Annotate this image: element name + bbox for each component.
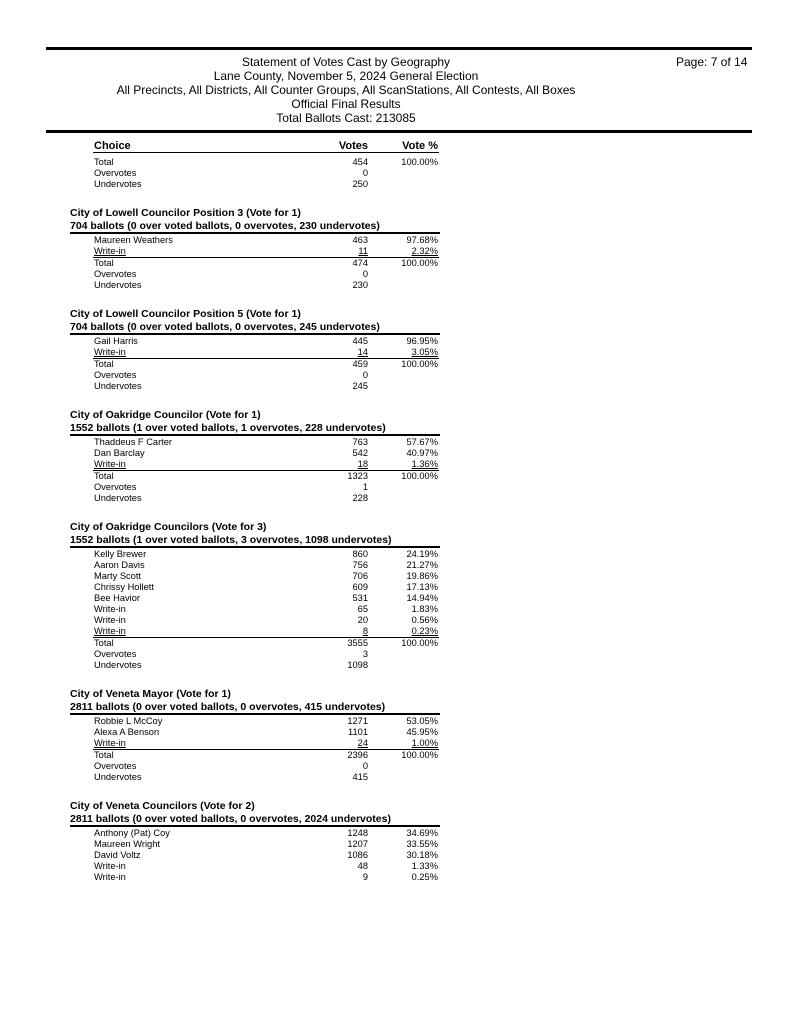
- contest-title: City of Lowell Councilor Position 3 (Vote for 1): [70, 207, 301, 219]
- choice-cell: Maureen Wright: [94, 839, 160, 849]
- vote-pct-cell: 100.00%: [401, 258, 438, 268]
- report-title: Statement of Votes Cast by Geography: [241, 55, 451, 69]
- choice-cell: Undervotes: [94, 772, 142, 782]
- choice-cell: Undervotes: [94, 179, 142, 189]
- choice-cell: Marty Scott: [94, 571, 142, 581]
- candidate-row: [0, 716, 800, 727]
- total-row: [0, 660, 800, 671]
- choice-cell: Undervotes: [94, 280, 142, 290]
- choice-cell: Write-in: [94, 626, 126, 636]
- candidate-row: [0, 727, 800, 738]
- results-body: [0, 157, 800, 883]
- vote-pct-cell: 100.00%: [401, 157, 438, 167]
- total-row: [0, 649, 800, 660]
- choice-cell: Total: [94, 638, 114, 648]
- contest-gap: [0, 190, 800, 207]
- column-votes-header: Votes: [338, 140, 368, 152]
- report-election: Lane County, November 5, 2024 General Election: [213, 69, 479, 83]
- choice-cell: Write-in: [94, 347, 126, 357]
- votes-cell: 0: [362, 761, 368, 771]
- vote-pct-cell: 1.83%: [411, 604, 438, 614]
- total-row: [0, 493, 800, 504]
- votes-cell: 531: [352, 593, 368, 603]
- votes-cell: 9: [362, 872, 368, 882]
- candidate-row: [0, 738, 800, 749]
- candidate-row: [0, 593, 800, 604]
- votes-cell: 1101: [348, 727, 368, 737]
- vote-pct-cell: 30.18%: [406, 850, 438, 860]
- choice-cell: Overvotes: [94, 168, 137, 178]
- choice-cell: Overvotes: [94, 370, 137, 380]
- choice-cell: Write-in: [94, 615, 126, 625]
- total-row: [0, 638, 800, 649]
- vote-pct-cell: 97.68%: [406, 235, 438, 245]
- votes-cell: 1098: [347, 660, 368, 670]
- candidate-row: [0, 560, 800, 571]
- votes-cell: 228: [352, 493, 368, 503]
- total-row: [0, 280, 800, 291]
- report-header: [46, 55, 646, 125]
- choice-cell: Chrissy Hollett: [94, 582, 154, 592]
- choice-cell: Overvotes: [94, 269, 137, 279]
- votes-cell: 0: [362, 168, 368, 178]
- candidate-row: [0, 336, 800, 347]
- contest-rule: [70, 713, 440, 715]
- votes-cell: 1271: [347, 716, 368, 726]
- votes-cell: 474: [352, 258, 368, 268]
- choice-cell: Aaron Davis: [94, 560, 145, 570]
- total-row: [0, 269, 800, 280]
- choice-cell: Undervotes: [94, 493, 142, 503]
- contest-title: City of Lowell Councilor Position 5 (Vote for 1): [70, 308, 301, 320]
- column-header-rule: [93, 152, 439, 153]
- top-rule: [46, 47, 752, 50]
- vote-pct-cell: 1.33%: [411, 861, 438, 871]
- contest-title: City of Oakridge Councilors (Vote for 3): [70, 521, 267, 533]
- choice-cell: Total: [94, 258, 114, 268]
- candidate-row: [0, 235, 800, 246]
- votes-cell: 3: [362, 649, 368, 659]
- votes-cell: 8: [362, 626, 368, 636]
- votes-cell: 1323: [347, 471, 368, 481]
- candidate-row: [0, 571, 800, 582]
- choice-cell: Total: [94, 750, 114, 760]
- candidate-row: [0, 615, 800, 626]
- choice-cell: Write-in: [94, 459, 126, 469]
- total-row: [0, 772, 800, 783]
- candidate-row: [0, 839, 800, 850]
- contest-section: [0, 521, 800, 671]
- votes-cell: 1248: [347, 828, 368, 838]
- choice-cell: Overvotes: [94, 649, 137, 659]
- votes-cell: 2396: [347, 750, 368, 760]
- vote-pct-cell: 100.00%: [401, 471, 438, 481]
- vote-pct-cell: 14.94%: [406, 593, 438, 603]
- total-row: [0, 471, 800, 482]
- choice-cell: Overvotes: [94, 761, 137, 771]
- choice-cell: Gail Harris: [94, 336, 138, 346]
- header-rule: [46, 130, 752, 133]
- choice-cell: Undervotes: [94, 381, 142, 391]
- choice-cell: Dan Barclay: [94, 448, 145, 458]
- contest-section: [0, 800, 800, 883]
- contest-rule: [70, 825, 440, 827]
- contest-title: City of Veneta Mayor (Vote for 1): [70, 688, 231, 700]
- vote-pct-cell: 34.69%: [406, 828, 438, 838]
- total-row: [0, 179, 800, 190]
- page-number: Page: 7 of 14: [676, 55, 748, 69]
- vote-pct-cell: 21.27%: [406, 560, 438, 570]
- vote-pct-cell: 53.05%: [406, 716, 438, 726]
- total-row: [0, 359, 800, 370]
- candidate-row: [0, 604, 800, 615]
- vote-pct-cell: 33.55%: [406, 839, 438, 849]
- contest-rule: [70, 232, 440, 234]
- votes-cell: 706: [352, 571, 368, 581]
- candidate-row: [0, 347, 800, 358]
- candidate-row: [0, 872, 800, 883]
- votes-cell: 0: [362, 370, 368, 380]
- votes-cell: 542: [352, 448, 368, 458]
- votes-cell: 756: [352, 560, 368, 570]
- votes-cell: 48: [357, 861, 368, 871]
- contest-gap: [0, 392, 800, 409]
- vote-pct-cell: 100.00%: [401, 750, 438, 760]
- vote-pct-cell: 2.32%: [411, 246, 438, 256]
- contest-ballot-summary: 1552 ballots (1 over voted ballots, 1 overvotes, 228 undervotes): [70, 422, 386, 434]
- candidate-row: [0, 459, 800, 470]
- choice-cell: Total: [94, 359, 114, 369]
- votes-cell: 459: [352, 359, 368, 369]
- choice-cell: Overvotes: [94, 482, 137, 492]
- votes-cell: 860: [352, 549, 368, 559]
- contest-section: [0, 308, 800, 392]
- vote-pct-cell: 100.00%: [401, 359, 438, 369]
- choice-cell: Write-in: [94, 604, 126, 614]
- total-row: [0, 370, 800, 381]
- votes-cell: 24: [357, 738, 368, 748]
- choice-cell: Write-in: [94, 738, 126, 748]
- votes-cell: 1086: [347, 850, 368, 860]
- candidate-row: [0, 828, 800, 839]
- total-row: [0, 381, 800, 392]
- choice-cell: Write-in: [94, 861, 126, 871]
- choice-cell: Kelly Brewer: [94, 549, 147, 559]
- votes-cell: 0: [362, 269, 368, 279]
- contest-rule: [70, 333, 440, 335]
- contest-gap: [0, 504, 800, 521]
- contest-title: City of Oakridge Councilor (Vote for 1): [70, 409, 261, 421]
- contest-ballot-summary: 704 ballots (0 over voted ballots, 0 overvotes, 245 undervotes): [70, 321, 380, 333]
- votes-cell: 609: [352, 582, 368, 592]
- choice-cell: Robbie L McCoy: [94, 716, 163, 726]
- votes-cell: 245: [352, 381, 368, 391]
- contest-rule: [70, 434, 440, 436]
- contest-section: [0, 409, 800, 504]
- contest-title: City of Veneta Councilors (Vote for 2): [70, 800, 255, 812]
- choice-cell: Bee Havior: [94, 593, 140, 603]
- vote-pct-cell: 0.25%: [411, 872, 438, 882]
- votes-cell: 11: [358, 246, 368, 256]
- choice-cell: Alexa A Benson: [94, 727, 160, 737]
- contest-section: [0, 688, 800, 783]
- contest-gap: [0, 783, 800, 800]
- total-row: [0, 750, 800, 761]
- vote-pct-cell: 45.95%: [406, 727, 438, 737]
- vote-pct-cell: 100.00%: [401, 638, 438, 648]
- column-vote-pct-header: Vote %: [402, 140, 438, 152]
- contest-ballot-summary: 2811 ballots (0 over voted ballots, 0 overvotes, 415 undervotes): [70, 701, 386, 713]
- candidate-row: [0, 850, 800, 861]
- vote-pct-cell: 24.19%: [406, 549, 438, 559]
- votes-cell: 230: [352, 280, 368, 290]
- vote-pct-cell: 3.05%: [411, 347, 438, 357]
- vote-pct-cell: 0.56%: [411, 615, 438, 625]
- votes-cell: 1: [362, 482, 368, 492]
- votes-cell: 3555: [347, 638, 368, 648]
- candidate-row: [0, 549, 800, 560]
- candidate-row: [0, 582, 800, 593]
- choice-cell: Maureen Weathers: [94, 235, 173, 245]
- votes-cell: 250: [352, 179, 368, 189]
- choice-cell: Write-in: [94, 872, 126, 882]
- votes-cell: 65: [357, 604, 368, 614]
- choice-cell: Write-in: [94, 246, 126, 256]
- contest-ballot-summary: 704 ballots (0 over voted ballots, 0 overvotes, 230 undervotes): [70, 220, 380, 232]
- choice-cell: Total: [94, 471, 114, 481]
- vote-pct-cell: 1.36%: [411, 459, 438, 469]
- candidate-row: [0, 246, 800, 257]
- total-row: [0, 168, 800, 179]
- votes-cell: 1207: [347, 839, 368, 849]
- votes-cell: 463: [352, 235, 368, 245]
- vote-pct-cell: 57.67%: [406, 437, 438, 447]
- votes-cell: 763: [352, 437, 368, 447]
- carryover-totals: [0, 157, 800, 190]
- votes-cell: 18: [357, 459, 368, 469]
- contest-ballot-summary: 1552 ballots (1 over voted ballots, 3 overvotes, 1098 undervotes): [70, 534, 392, 546]
- report-status: Official Final Results: [291, 97, 401, 111]
- report-total-ballots: Total Ballots Cast: 213085: [276, 111, 416, 125]
- vote-pct-cell: 96.95%: [406, 336, 438, 346]
- contest-gap: [0, 671, 800, 688]
- contests-list: [0, 190, 800, 883]
- vote-pct-cell: 0.23%: [411, 626, 438, 636]
- vote-pct-cell: 19.86%: [406, 571, 438, 581]
- contest-ballot-summary: 2811 ballots (0 over voted ballots, 0 overvotes, 2024 undervotes): [70, 813, 391, 825]
- contest-section: [0, 207, 800, 291]
- candidate-row: [0, 626, 800, 637]
- votes-cell: 445: [352, 336, 368, 346]
- choice-cell: Thaddeus F Carter: [94, 437, 173, 447]
- votes-cell: 454: [352, 157, 368, 167]
- total-row: [0, 258, 800, 269]
- report-scope: All Precincts, All Districts, All Counter Groups, All ScanStations, All Contests, All Boxes: [116, 83, 576, 97]
- total-row: [0, 157, 800, 168]
- choice-cell: Undervotes: [94, 660, 142, 670]
- choice-cell: David Voltz: [94, 850, 141, 860]
- votes-cell: 20: [357, 615, 368, 625]
- column-choice-header: Choice: [94, 140, 131, 152]
- vote-pct-cell: 40.97%: [406, 448, 438, 458]
- candidate-row: [0, 437, 800, 448]
- votes-cell: 14: [357, 347, 368, 357]
- votes-cell: 415: [352, 772, 368, 782]
- vote-pct-cell: 17.13%: [406, 582, 438, 592]
- contest-gap: [0, 291, 800, 308]
- choice-cell: Total: [94, 157, 114, 167]
- total-row: [0, 761, 800, 772]
- candidate-row: [0, 861, 800, 872]
- choice-cell: Anthony (Pat) Coy: [94, 828, 170, 838]
- vote-pct-cell: 1.00%: [411, 738, 438, 748]
- candidate-row: [0, 448, 800, 459]
- total-row: [0, 482, 800, 493]
- contest-rule: [70, 546, 440, 548]
